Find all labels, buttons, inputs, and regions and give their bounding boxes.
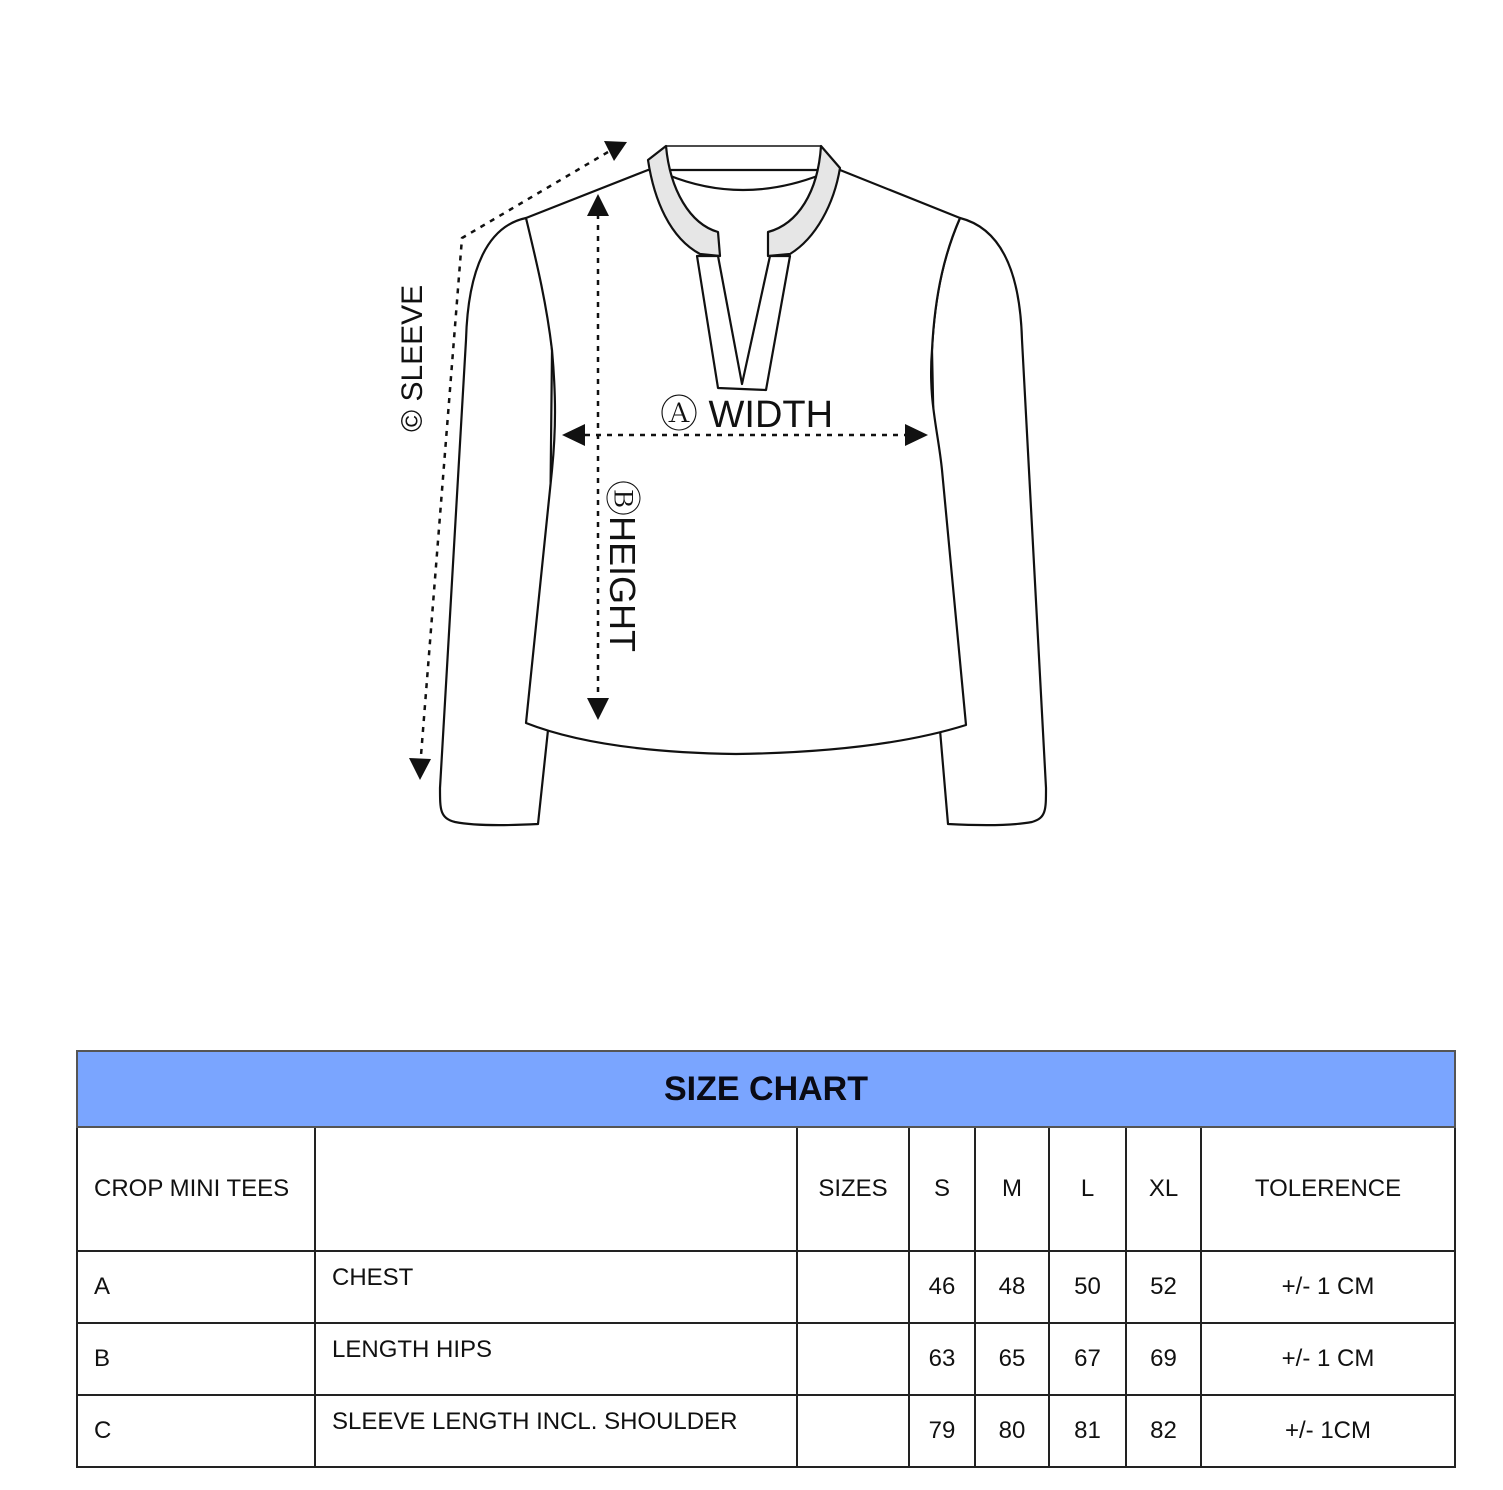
shirt-body — [526, 170, 966, 754]
sizes-label: SIZES — [797, 1127, 909, 1251]
size-s: S — [909, 1127, 975, 1251]
row-value-s: 63 — [909, 1323, 975, 1395]
row-measurement: LENGTH HIPS — [315, 1323, 797, 1395]
height-label: ⒷHEIGHT — [602, 480, 643, 653]
size-xl: XL — [1126, 1127, 1201, 1251]
row-value-xl: 52 — [1126, 1251, 1201, 1323]
table-row — [77, 1323, 1455, 1395]
row-code: B — [77, 1323, 315, 1395]
width-label: Ⓐ WIDTH — [660, 394, 834, 436]
row-tolerance: +/- 1CM — [1201, 1395, 1455, 1467]
row-value-m: 80 — [975, 1395, 1049, 1467]
table-row — [77, 1395, 1455, 1467]
row-value-m: 65 — [975, 1323, 1049, 1395]
size-chart-table — [76, 1050, 1456, 1468]
table-row — [77, 1251, 1455, 1323]
tolerance-header: TOLERENCE — [1201, 1127, 1455, 1251]
row-value-xl: 82 — [1126, 1395, 1201, 1467]
row-measurement: CHEST — [315, 1251, 797, 1323]
sleeve-label: © SLEEVE — [396, 284, 429, 432]
row-tolerance: +/- 1 CM — [1201, 1323, 1455, 1395]
right-sleeve — [932, 218, 1046, 825]
row-sizes-empty — [797, 1323, 909, 1395]
description-header — [315, 1127, 797, 1251]
left-sleeve — [440, 218, 552, 825]
row-value-s: 46 — [909, 1251, 975, 1323]
size-m: M — [975, 1127, 1049, 1251]
row-value-l: 50 — [1049, 1251, 1126, 1323]
row-value-l: 67 — [1049, 1323, 1126, 1395]
row-tolerance: +/- 1 CM — [1201, 1251, 1455, 1323]
row-sizes-empty — [797, 1251, 909, 1323]
row-value-xl: 69 — [1126, 1323, 1201, 1395]
row-measurement: SLEEVE LENGTH INCL. SHOULDER — [315, 1395, 797, 1467]
product-name: CROP MINI TEES — [77, 1127, 315, 1251]
header-row — [77, 1127, 1455, 1251]
row-value-m: 48 — [975, 1251, 1049, 1323]
size-l: L — [1049, 1127, 1126, 1251]
row-sizes-empty — [797, 1395, 909, 1467]
size-chart-title: SIZE CHART — [77, 1051, 1455, 1127]
row-code: C — [77, 1395, 315, 1467]
row-value-s: 79 — [909, 1395, 975, 1467]
row-code: A — [77, 1251, 315, 1323]
row-value-l: 81 — [1049, 1395, 1126, 1467]
